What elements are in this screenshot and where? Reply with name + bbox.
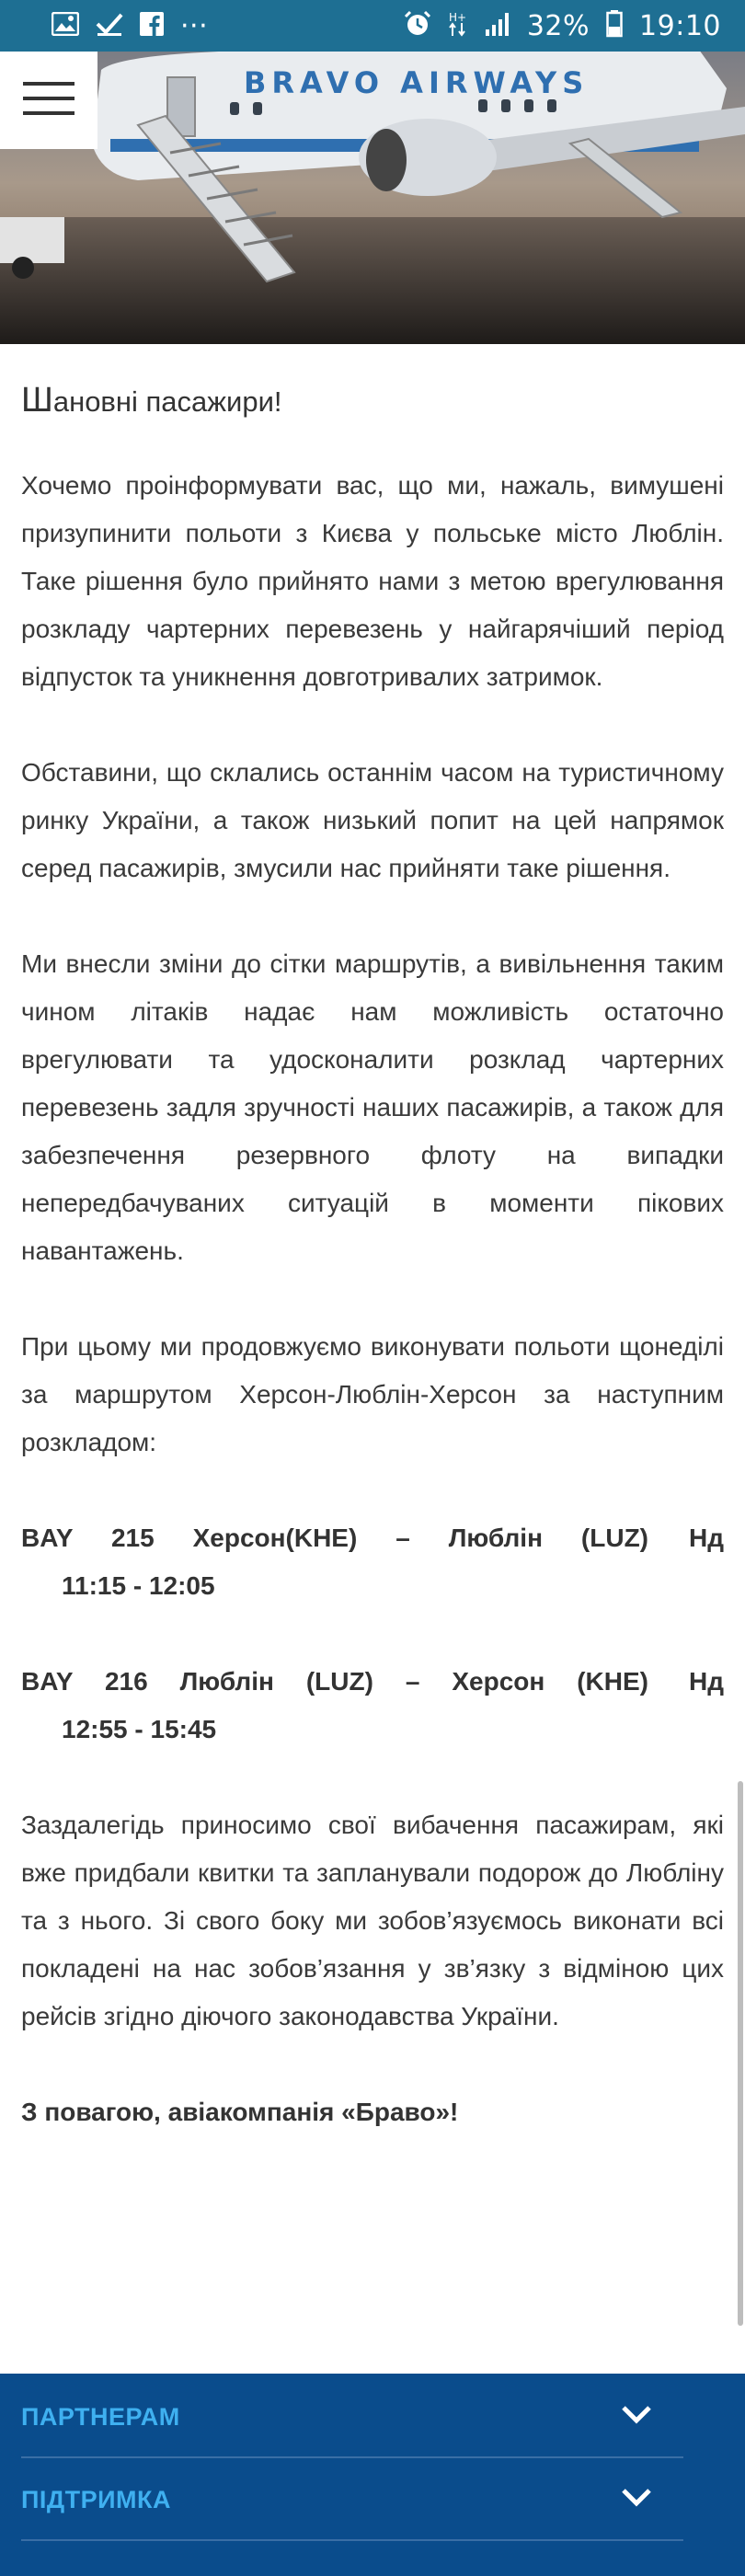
battery-icon	[606, 10, 623, 41]
flight-schedule-item	[21, 1514, 724, 1610]
footer-item-label: ПАРТНЕРАМ	[21, 2402, 180, 2431]
status-right-icons	[404, 10, 721, 42]
battery-percent: 32%	[526, 9, 590, 42]
paragraph-apology: Заздалегідь приносимо свої вибачення пасажирам, які вже придбали квитки та запланували подорож до Любліну та з нього. Зі свого боку ми зобов’язуємось виконати всі покладені на нас зобов’язання у зв’язку з відміною цих рейсів згідно діючого законодавства України.	[21, 1811, 724, 2030]
flight-time: 11:15 - 12:05	[62, 1571, 215, 1600]
greeting	[21, 374, 724, 429]
signal-icon	[485, 11, 510, 40]
paragraph-suspension: Хочемо проінформувати вас, що ми, нажаль, вимушені призупинити польоти з Києва у польське місто Люблін. Таке рішення було прийнято нами з метою врегулювання розкладу чартерних перевезень у найгарячіший період відпусток та уникнення довготривалих затримок.	[21, 471, 724, 691]
chevron-down-icon	[621, 2405, 652, 2430]
airline-name: BRAVO AIRWAYS	[244, 65, 590, 100]
more-notifications-icon: ···	[180, 9, 209, 42]
footer-item-label: ПІДТРИМКА	[21, 2485, 172, 2513]
flight-schedule-item	[21, 1658, 724, 1754]
greeting-text: ановні пасажири!	[52, 385, 282, 418]
facebook-icon	[140, 12, 164, 40]
flight-day: Нд	[689, 1524, 724, 1552]
gallery-icon	[52, 12, 79, 40]
scrollbar[interactable]	[738, 1781, 743, 2326]
hero-airplane-image	[0, 52, 745, 344]
status-bar	[0, 0, 745, 52]
article-content	[21, 374, 724, 2136]
signature: З повагою, авіакомпанія «Браво»!	[21, 2098, 459, 2126]
check-icon	[96, 12, 123, 40]
greeting-first-letter: Ш	[21, 381, 53, 420]
flight-time: 12:55 - 15:45	[62, 1715, 217, 1743]
flight-route: BAY 215 Херсон(KHE) – Люблін (LUZ)	[21, 1524, 648, 1552]
svg-text:H+: H+	[448, 11, 466, 24]
hamburger-menu-icon	[23, 82, 74, 120]
footer	[0, 2374, 745, 2576]
alarm-icon	[404, 10, 431, 41]
network-icon	[448, 10, 468, 41]
footer-item-support[interactable]	[21, 2460, 683, 2541]
flight-day: Нд	[689, 1667, 724, 1696]
footer-item-partners[interactable]	[21, 2377, 683, 2458]
flight-route: BAY 216 Люблін (LUZ) – Херсон (KHE)	[21, 1667, 648, 1696]
paragraph-route-changes: Ми внесли зміни до сітки маршрутів, а вивільнення таким чином літаків надає нам можливість остаточно врегулювати та удосконалити розклад чартерних перевезень задля зручності наших пасажирів, а також для забезпечення резервного флоту на випадки непередбачуваних ситуацій в моменти пікових навантажень.	[21, 949, 724, 1265]
paragraph-schedule-intro: При цьому ми продовжуємо виконувати польоти щонеділі за маршрутом Херсон-Люблін-Херсон за наступним розкладом:	[21, 1332, 724, 1456]
clock: 19:10	[639, 9, 721, 42]
status-left-icons	[52, 10, 208, 42]
paragraph-circumstances: Обставини, що склались останнім часом на туристичному ринку України, а також низький попит на цей напрямок серед пасажирів, змусили нас прийняти таке рішення.	[21, 758, 724, 882]
chevron-down-icon	[621, 2488, 652, 2513]
menu-button[interactable]	[0, 52, 97, 149]
